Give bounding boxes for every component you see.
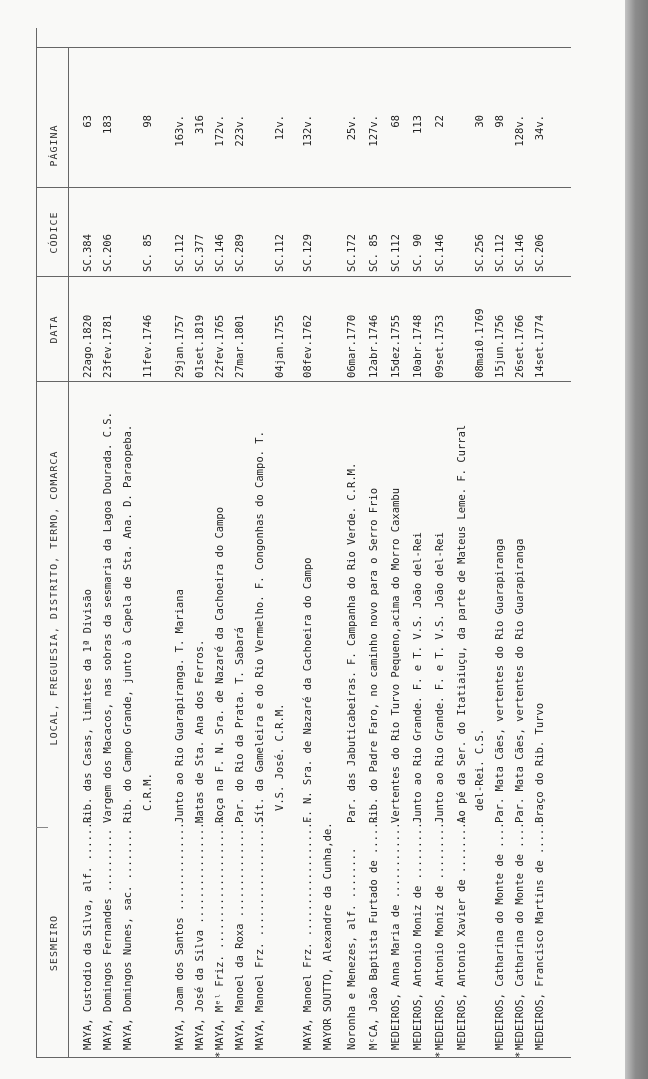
code-cell: SC. 85 bbox=[142, 234, 154, 272]
book-binding-edge bbox=[625, 0, 648, 1079]
page-cell: 98 bbox=[142, 115, 154, 128]
date-cell: 14set.1774 bbox=[534, 314, 546, 378]
table-row bbox=[80, 28, 96, 1058]
sesmeiro-name: MᶜCA, João Baptista Furtado de ...... bbox=[368, 816, 380, 1050]
location-cell: C.R.M. bbox=[142, 773, 154, 811]
code-cell: SC.146 bbox=[514, 234, 526, 272]
asterisk-mark: * bbox=[214, 1051, 226, 1058]
page-cell: 22 bbox=[434, 115, 446, 128]
code-cell: SC.112 bbox=[174, 234, 186, 272]
page-cell: 132v. bbox=[302, 115, 314, 147]
column-divider-name bbox=[36, 827, 48, 828]
location-cell: F. N. Sra. de Nazaré da Cachoeira do Campo bbox=[302, 557, 314, 823]
table-row bbox=[232, 28, 248, 1058]
sesmeiro-name: MAYA, Manoel Frz. ................... bbox=[302, 816, 314, 1050]
code-cell: SC.384 bbox=[82, 234, 94, 272]
table-row bbox=[212, 28, 228, 1058]
location-cell: Sít. da Gameleira e do Rio Vermelho. F. Congonhas do Campo. T. bbox=[254, 431, 266, 823]
date-cell: 08fev.1762 bbox=[302, 314, 314, 378]
location-cell: Par. Mata Cães, vertentes do Rio Guarapiranga bbox=[494, 538, 506, 823]
table-row bbox=[344, 28, 360, 1058]
code-cell: SC.206 bbox=[534, 234, 546, 272]
sesmeiro-name: MAYOR SOUTTO, Alexandre da Cunha,de. bbox=[322, 822, 334, 1050]
location-cell: Vertentes do Rio Turvo Pequeno,acima do Morro Caxambu bbox=[390, 487, 402, 823]
table-row bbox=[192, 28, 208, 1058]
table-row bbox=[140, 28, 156, 1058]
sesmeiro-name: MEDEIROS, Catharina do Monte de .... bbox=[494, 822, 506, 1050]
table-row bbox=[252, 28, 268, 1058]
date-cell: 06mar.1770 bbox=[346, 314, 358, 378]
table-row bbox=[454, 28, 470, 1058]
code-cell: SC.146 bbox=[214, 234, 226, 272]
date-cell: 26set.1766 bbox=[514, 314, 526, 378]
table-right-border bbox=[36, 28, 37, 1058]
date-cell: 15jun.1756 bbox=[494, 314, 506, 378]
sesmeiro-name: MEDEIROS, Francisco Martins de ..... bbox=[534, 822, 546, 1050]
page-cell: 163v. bbox=[174, 115, 186, 147]
header-page: PÁGINA bbox=[49, 124, 60, 167]
header-location: LOCAL, FREGUESIA, DISTRITO, TERMO, COMARCA bbox=[49, 450, 60, 746]
page-cell: 113 bbox=[412, 115, 424, 134]
date-cell: 12abr.1746 bbox=[368, 314, 380, 378]
page-cell: 25v. bbox=[346, 115, 358, 141]
sesmeiro-name: MAYA, Joam dos Santos .............. bbox=[174, 822, 186, 1050]
location-cell: Junto ao Rio Grande. F. e T. V.S. João del-Rei bbox=[412, 532, 424, 823]
location-cell: Roça na F. N. Sra. de Nazaré da Cachoeira do Campo bbox=[214, 506, 226, 823]
asterisk-mark: * bbox=[434, 1051, 446, 1058]
sesmeiro-name: MEDEIROS, Catharina do Monte de .... bbox=[514, 822, 526, 1050]
table-row bbox=[432, 28, 448, 1058]
page-cell: 63 bbox=[82, 115, 94, 128]
sesmeiro-name: MAYA, Manoel Frz. ................... bbox=[254, 816, 266, 1050]
code-cell: SC.377 bbox=[194, 234, 206, 272]
location-cell: Rib. do Padre Faro, no caminho novo para o Serro Frio bbox=[368, 487, 380, 823]
code-cell: SC.112 bbox=[494, 234, 506, 272]
page-cell: 183 bbox=[102, 115, 114, 134]
location-cell: Matas de Sta. Ana dos Ferros. bbox=[194, 639, 206, 823]
page-cell: 34v. bbox=[534, 115, 546, 141]
table-row bbox=[320, 28, 336, 1058]
code-cell: SC. 90 bbox=[412, 234, 424, 272]
code-cell: SC.146 bbox=[434, 234, 446, 272]
date-cell: 10abr.1748 bbox=[412, 314, 424, 378]
sesmeiro-name: MEDEIROS, Antonio Moniz de .......... bbox=[434, 816, 446, 1050]
table-row bbox=[120, 28, 136, 1058]
sesmeiro-name: MAYA, Domingos Nunes, sac. ........ bbox=[122, 828, 134, 1050]
code-cell: SC.206 bbox=[102, 234, 114, 272]
location-cell: Rib. das Casas, limites da 1ª Divisão bbox=[82, 589, 94, 823]
sesmeiro-name: Noronha e Menezes, alf. ........ bbox=[346, 847, 358, 1050]
table-row bbox=[172, 28, 188, 1058]
location-cell: Par. do Rio da Prata. T. Sabará bbox=[234, 627, 246, 823]
page-cell: 128v. bbox=[514, 115, 526, 147]
date-cell: 01set.1819 bbox=[194, 314, 206, 378]
code-cell: SC.112 bbox=[390, 234, 402, 272]
asterisk-mark: * bbox=[514, 1051, 526, 1058]
location-cell: Ao pé da Ser. do Itatiaiuçu, da parte de Mateus Leme. F. Curral bbox=[456, 424, 468, 823]
date-cell: 22fev.1765 bbox=[214, 314, 226, 378]
page-cell: 30 bbox=[474, 115, 486, 128]
code-cell: SC.289 bbox=[234, 234, 246, 272]
header-name: SESMEIRO bbox=[49, 914, 60, 972]
table-row bbox=[300, 28, 316, 1058]
location-cell: Rib. do Campo Grande, junto à Capela de Sta. Ana. D. Paraopeba. bbox=[122, 424, 134, 823]
page-cell: 68 bbox=[390, 115, 402, 128]
location-cell: Junto ao Rio Guarapiranga. T. Mariana bbox=[174, 589, 186, 823]
code-cell: SC. 85 bbox=[368, 234, 380, 272]
date-cell: 08mai0.1769 bbox=[474, 308, 486, 378]
code-cell: SC.256 bbox=[474, 234, 486, 272]
table-row bbox=[532, 28, 548, 1058]
header-date: DATA bbox=[49, 315, 60, 344]
date-cell: 04jan.1755 bbox=[274, 314, 286, 378]
sesmeiro-name: MAYA, José da Silva ................. bbox=[194, 816, 206, 1050]
sesmeiro-name: MEDEIROS, Antonio Xavier de ......... bbox=[456, 816, 468, 1050]
date-cell: 29jan.1757 bbox=[174, 314, 186, 378]
date-cell: 09set.1753 bbox=[434, 314, 446, 378]
date-cell: 15dez.1755 bbox=[390, 314, 402, 378]
sesmeiro-name: MEDEIROS, Anna Maria de ............. bbox=[390, 816, 402, 1050]
location-cell: Par. Mata Cães, vertentes do Rio Guarapiranga bbox=[514, 538, 526, 823]
location-cell: Vargem dos Macacos, nas sobras da sesmaria da Lagoa Dourada. C.S. bbox=[102, 412, 114, 823]
sesmeiro-name: MAYA, Mᵉˡ Friz. ..................... bbox=[214, 816, 226, 1050]
header-code: CÓDICE bbox=[49, 211, 60, 254]
sesmeiro-name: MAYA, Custodio da Silva, alf. ....... bbox=[82, 816, 94, 1050]
location-cell: Braço do Rib. Turvo bbox=[534, 702, 546, 823]
code-cell: SC.129 bbox=[302, 234, 314, 272]
date-cell: 11fev.1746 bbox=[142, 314, 154, 378]
header-separator bbox=[68, 48, 69, 1058]
table-row bbox=[100, 28, 116, 1058]
page-cell: 127v. bbox=[368, 115, 380, 147]
page-cell: 316 bbox=[194, 115, 206, 134]
sesmarias-index-table bbox=[36, 28, 571, 1058]
code-cell: SC.172 bbox=[346, 234, 358, 272]
page-cell: 223v. bbox=[234, 115, 246, 147]
sesmeiro-name: MAYA, Domingos Fernandes .......... bbox=[102, 828, 114, 1050]
code-cell: SC.112 bbox=[274, 234, 286, 272]
location-cell: Par. das Jabuticabeiras. F. Campanha do Rio Verde. C.R.M. bbox=[346, 462, 358, 823]
table-row bbox=[512, 28, 528, 1058]
date-cell: 22ago.1820 bbox=[82, 314, 94, 378]
table-row bbox=[388, 28, 404, 1058]
page-cell: 98 bbox=[494, 115, 506, 128]
table-row bbox=[472, 28, 488, 1058]
location-cell: V.S. José. C.R.M. bbox=[274, 703, 286, 811]
table-row bbox=[366, 28, 382, 1058]
page-cell: 172v. bbox=[214, 115, 226, 147]
sesmeiro-name: MEDEIROS, Antonio Moniz de .......... bbox=[412, 816, 424, 1050]
table-row bbox=[272, 28, 288, 1058]
location-cell: Junto ao Rio Grande. F. e T. V.S. João del-Rei bbox=[434, 532, 446, 823]
date-cell: 27mar.1801 bbox=[234, 314, 246, 378]
date-cell: 23fev.1781 bbox=[102, 314, 114, 378]
page-cell: 12v. bbox=[274, 115, 286, 141]
location-cell: del-Rei. C.S. bbox=[474, 728, 486, 811]
sesmeiro-name: MAYA, Manoel da Roxa ............... bbox=[234, 822, 246, 1050]
table-row bbox=[410, 28, 426, 1058]
table-row bbox=[492, 28, 508, 1058]
